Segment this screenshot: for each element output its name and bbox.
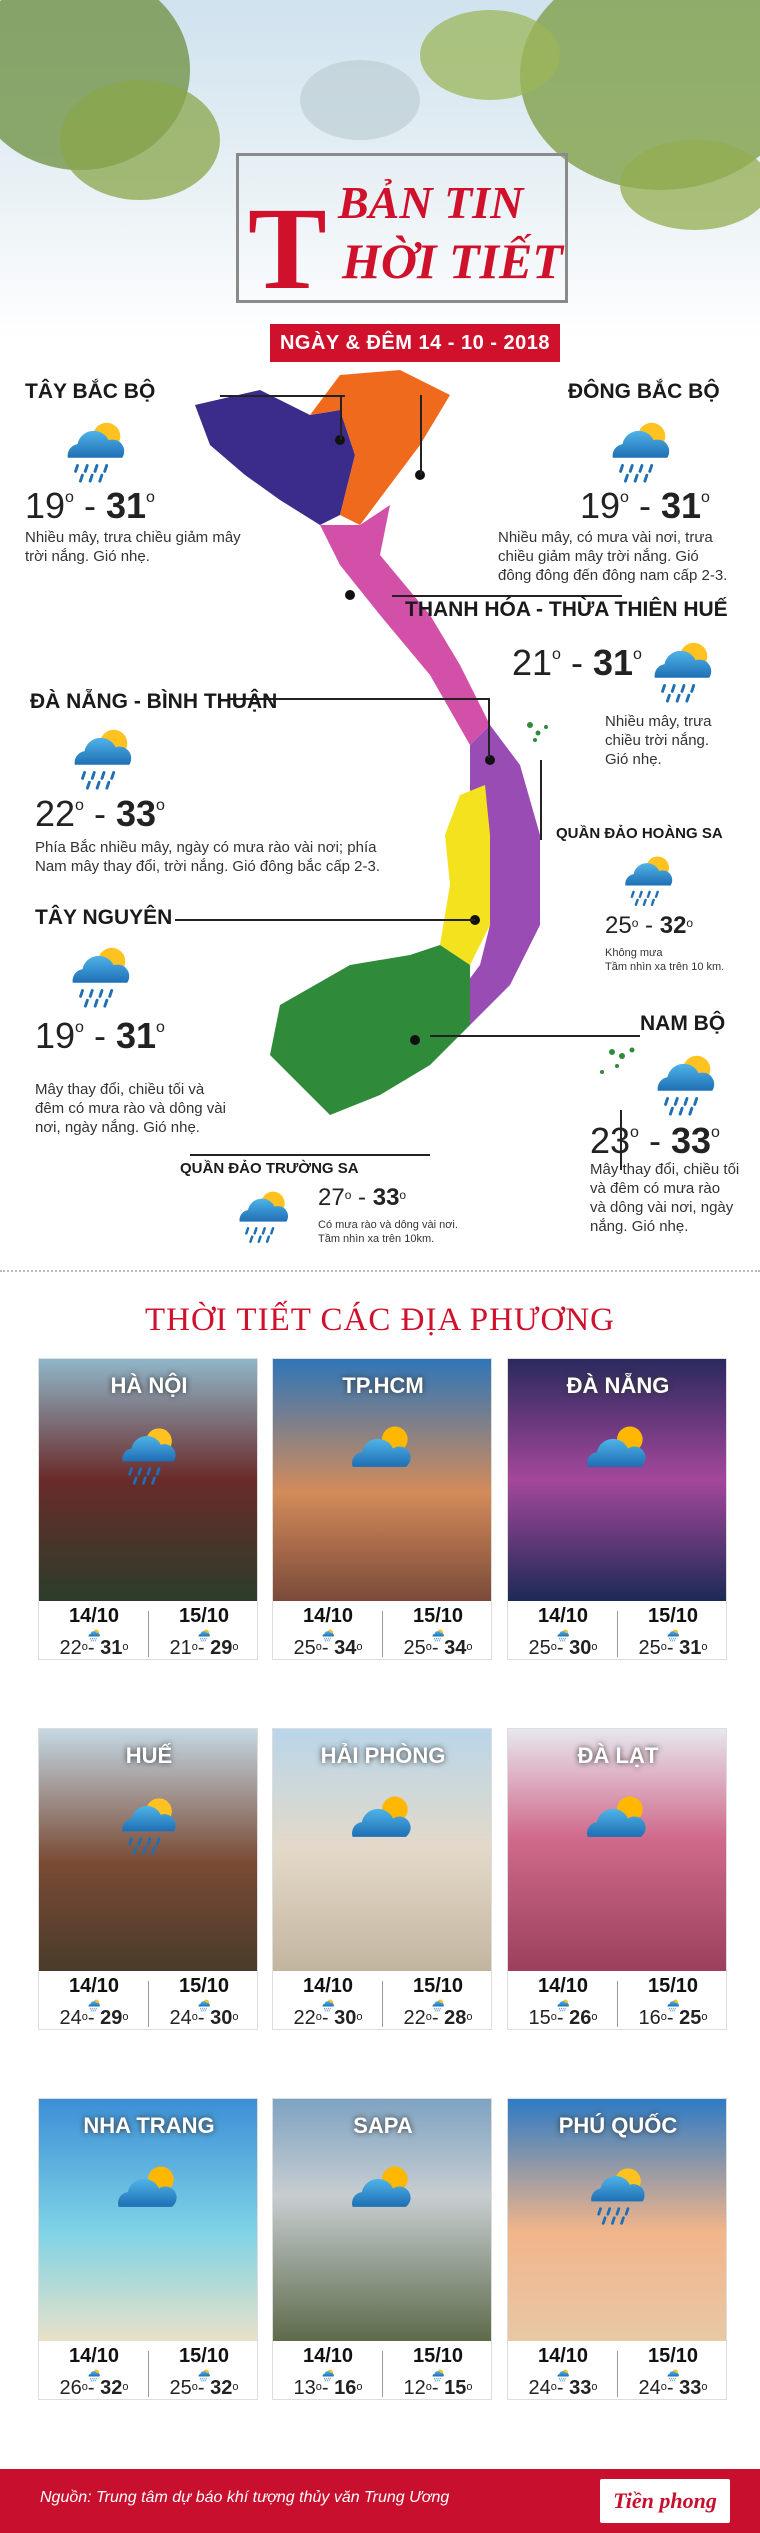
day-temp: 22$^o$- 28$^o$ <box>403 2007 473 2029</box>
source-text: Nguồn: Trung tâm dự báo khí tượng thủy văn Trung Ương <box>40 2489 450 2506</box>
map-thanh-hoa-hue <box>320 505 490 745</box>
forecast-panel <box>273 1971 492 2030</box>
city-card <box>38 2098 258 2400</box>
day-temp: 12$^o$- 15$^o$ <box>403 2377 473 2399</box>
region-desc-tay-nguyen: Mây thay đổi, chiều tối và đêm có mưa rào và dông vài nơi, ngày nắng. Gió nhẹ. <box>35 1081 226 1136</box>
day-label: 14/10 <box>302 2345 354 2367</box>
day-label: 14/10 <box>537 1975 589 1997</box>
rain-cloud-icon <box>600 415 680 485</box>
day-label: 15/10 <box>647 1975 699 1997</box>
day-temp: 16$^o$- 25$^o$ <box>638 2007 708 2029</box>
forecast-panel <box>273 1601 492 1660</box>
day-label: 15/10 <box>178 1605 230 1627</box>
region-desc-truong-sa-1: Có mưa rào và dông vài nơi. <box>318 1219 458 1231</box>
day-temp: 25$^o$- 31$^o$ <box>638 1637 708 1659</box>
city-name: NHA TRANG <box>83 2113 215 2138</box>
forecast-panel <box>508 1971 727 2030</box>
region-desc-da-nang: Phía Bắc nhiều mây, ngày có mưa rào vài nơi; phía Nam mây thay đổi, trời nắng. Gió đông bắc cấp 2-3. <box>35 839 381 875</box>
region-desc-hoang-sa-2: Tầm nhìn xa trên 10 km. <box>605 961 725 973</box>
day-label: 15/10 <box>412 2345 464 2367</box>
sun-cloud-icon <box>578 1421 656 1487</box>
region-title-dong-bac: ĐÔNG BẮC BỘ <box>568 380 720 403</box>
city-card <box>507 2098 727 2400</box>
day-temp: 22$^o$- 31$^o$ <box>59 1637 129 1659</box>
map-tay-nguyen <box>440 785 490 965</box>
day-temp: 25$^o$- 34$^o$ <box>403 1637 473 1659</box>
day-temp: 25$^o$- 34$^o$ <box>293 1637 363 1659</box>
region-temp-hoang-sa: 25$^o$ - 32$^o$ <box>605 912 694 939</box>
city-name: ĐÀ NẴNG <box>566 1373 670 1398</box>
day-label: 14/10 <box>537 1605 589 1627</box>
city-card <box>507 1728 727 2030</box>
day-temp: 25$^o$- 30$^o$ <box>528 1637 598 1659</box>
rain-cloud-icon <box>109 1791 187 1857</box>
day-temp: 24$^o$- 29$^o$ <box>59 2007 129 2029</box>
forecast-panel <box>508 1601 727 1660</box>
rain-cloud-icon <box>228 1185 298 1245</box>
day-temp: 13$^o$- 16$^o$ <box>293 2377 363 2399</box>
city-name: SAPA <box>353 2113 413 2138</box>
day-label: 15/10 <box>412 1605 464 1627</box>
city-card <box>272 1358 492 1660</box>
day-label: 14/10 <box>68 1975 120 1997</box>
vietnam-map <box>190 365 580 1145</box>
region-temp-tay-bac: 19$^o$ - 31$^o$ <box>25 485 155 526</box>
day-temp: 22$^o$- 30$^o$ <box>293 2007 363 2029</box>
forecast-panel <box>508 2341 727 2400</box>
city-card <box>507 1358 727 1660</box>
day-temp: 24$^o$- 33$^o$ <box>638 2377 708 2399</box>
region-title-nam-bo: NAM BỘ <box>640 1012 726 1035</box>
day-label: 14/10 <box>68 1605 120 1627</box>
day-temp: 25$^o$- 32$^o$ <box>169 2377 239 2399</box>
day-label: 15/10 <box>412 1975 464 1997</box>
rain-cloud-icon <box>578 2161 656 2227</box>
tienphong-logo: Tiền phong <box>600 2479 730 2523</box>
day-temp: 15$^o$- 26$^o$ <box>528 2007 598 2029</box>
sun-cloud-icon <box>343 1791 421 1857</box>
day-label: 15/10 <box>178 2345 230 2367</box>
region-temp-truong-sa: 27$^o$ - 33$^o$ <box>318 1184 407 1211</box>
map-nam-bo <box>270 945 470 1115</box>
day-temp: 24$^o$- 30$^o$ <box>169 2007 239 2029</box>
city-card <box>38 1358 258 1660</box>
rain-cloud-icon <box>60 940 140 1010</box>
day-label: 14/10 <box>302 1975 354 1997</box>
forecast-panel <box>273 2341 492 2400</box>
region-title-truong-sa: QUẦN ĐẢO TRƯỜNG SA <box>180 1160 359 1177</box>
region-temp-tay-nguyen: 19$^o$ - 31$^o$ <box>35 1015 165 1056</box>
rain-cloud-icon <box>55 415 135 485</box>
region-title-da-nang: ĐÀ NẴNG - BÌNH THUẬN <box>30 690 278 713</box>
region-title-tay-nguyen: TÂY NGUYÊN <box>35 906 173 929</box>
day-label: 14/10 <box>537 2345 589 2367</box>
forecast-panel <box>39 2341 258 2400</box>
day-temp: 26$^o$- 32$^o$ <box>59 2377 129 2399</box>
footer <box>0 2469 760 2533</box>
day-label: 14/10 <box>302 1605 354 1627</box>
city-card <box>38 1728 258 2030</box>
region-desc-hoang-sa-1: Không mưa <box>605 947 663 959</box>
sun-cloud-icon <box>109 2161 187 2227</box>
title-line2: HỜI TIẾT <box>342 233 563 289</box>
region-title-tay-bac: TÂY BẮC BỘ <box>25 380 156 403</box>
region-title-thanh-hoa: THANH HÓA - THỪA THIÊN HUẾ <box>405 598 728 621</box>
city-name: HÀ NỘI <box>110 1373 188 1398</box>
region-temp-nam-bo: 23$^o$ - 33$^o$ <box>590 1120 720 1161</box>
day-temp: 24$^o$- 33$^o$ <box>528 2377 598 2399</box>
forecast-panel <box>39 1971 258 2030</box>
region-desc-tay-bac: Nhiều mây, trưa chiều giảm mây trời nắng. Gió nhẹ. <box>25 529 241 565</box>
title-letter: T <box>248 183 327 314</box>
day-label: 15/10 <box>647 1605 699 1627</box>
city-name: TP.HCM <box>342 1373 424 1398</box>
day-label: 15/10 <box>178 1975 230 1997</box>
city-name: HUẾ <box>125 1743 173 1768</box>
rain-cloud-icon <box>62 722 142 792</box>
forecast-panel <box>39 1601 258 1660</box>
sun-cloud-icon <box>578 1791 656 1857</box>
day-label: 15/10 <box>647 2345 699 2367</box>
rain-cloud-icon <box>615 850 681 908</box>
region-desc-dong-bac: Nhiều mây, có mưa vài nơi, trưa chiều giảm mây trời nắng. Gió đông đông đến đông nam cấp 2-3. <box>498 529 728 584</box>
city-name: ĐÀ LẠT <box>577 1743 659 1768</box>
local-section-title: THỜI TIẾT CÁC ĐỊA PHƯƠNG <box>144 1302 616 1338</box>
city-card <box>272 2098 492 2400</box>
rain-cloud-icon <box>642 635 722 705</box>
rain-cloud-icon <box>645 1048 725 1118</box>
region-temp-dong-bac: 19$^o$ - 31$^o$ <box>580 485 710 526</box>
sun-cloud-icon <box>343 2161 421 2227</box>
day-label: 14/10 <box>68 2345 120 2367</box>
sun-cloud-icon <box>343 1421 421 1487</box>
region-title-hoang-sa: QUẦN ĐẢO HOÀNG SA <box>556 825 723 842</box>
region-desc-thanh-hoa: Nhiều mây, trưa chiều trời nắng. Gió nhẹ. <box>605 713 712 768</box>
day-temp: 21$^o$- 29$^o$ <box>169 1637 239 1659</box>
title-line1: BẢN TIN <box>338 177 524 228</box>
city-name: HẢI PHÒNG <box>320 1743 446 1768</box>
region-desc-nam-bo: Mây thay đổi, chiều tối và đêm có mưa rào và dông vài nơi, ngày nắng. Gió nhẹ. <box>590 1161 740 1235</box>
city-name: PHÚ QUỐC <box>558 2113 678 2138</box>
date-bar: NGÀY & ĐÊM 14 - 10 - 2018 <box>270 324 560 362</box>
rain-cloud-icon <box>109 1421 187 1487</box>
region-temp-thanh-hoa: 21$^o$ - 31$^o$ <box>512 642 642 683</box>
region-desc-truong-sa-2: Tầm nhìn xa trên 10km. <box>318 1233 435 1245</box>
region-temp-da-nang: 22$^o$ - 33$^o$ <box>35 793 165 834</box>
section-divider <box>0 1270 760 1276</box>
city-card <box>272 1728 492 2030</box>
